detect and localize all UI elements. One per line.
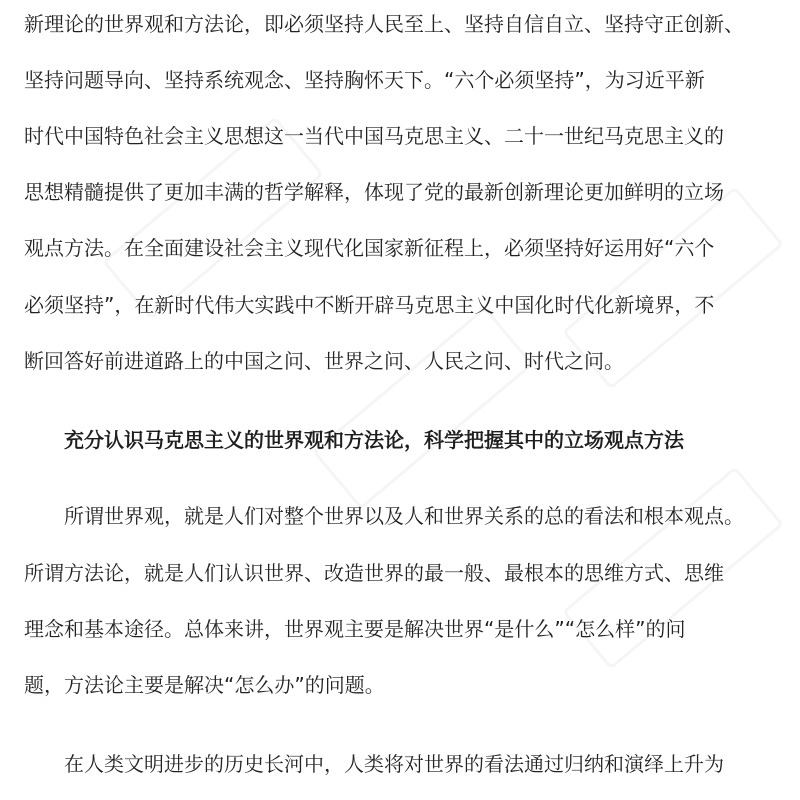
paragraph-1-line-2: 坚持问题导向、坚持系统观念、坚持胸怀天下。“六个必须坚持”，为习近平新 xyxy=(24,68,705,92)
paragraph-1-line-4: 思想精髓提供了更加丰满的哲学解释，体现了党的最新创新理论更加鲜明的立场 xyxy=(24,180,724,204)
paragraph-2-line-1: 所谓世界观，就是人们对整个世界以及人和世界关系的总的看法和根本观点。 xyxy=(64,504,744,528)
paragraph-1-line-6: 必须坚持”，在新时代伟大实践中不断开辟马克思主义中国化时代化新境界，不 xyxy=(24,293,715,317)
paragraph-1-line-7: 断回答好前进道路上的中国之问、世界之问、人民之问、时代之问。 xyxy=(24,349,624,373)
paragraph-2-line-4: 题，方法论主要是解决“怎么办”的问题。 xyxy=(24,673,385,697)
paragraph-2-line-3: 理念和基本途径。总体来讲，世界观主要是解决世界“是什么”“怎么样”的问 xyxy=(24,617,686,641)
paragraph-1-line-1: 新理论的世界观和方法论，即必须坚持人民至上、坚持自信自立、坚持守正创新、 xyxy=(24,12,744,36)
paragraph-1-line-5: 观点方法。在全面建设社会主义现代化国家新征程上，必须坚持好运用好“六个 xyxy=(24,236,715,260)
watermark xyxy=(312,306,534,509)
paragraph-3-line-1: 在人类文明进步的历史长河中，人类将对世界的看法通过归纳和演绎上升为 xyxy=(64,752,724,776)
paragraph-1-line-3: 时代中国特色社会主义思想这一当代中国马克思主义、二十一世纪马克思主义的 xyxy=(24,124,724,148)
section-heading: 充分认识马克思主义的世界观和方法论，科学把握其中的立场观点方法 xyxy=(64,428,684,452)
paragraph-2-line-2: 所谓方法论，就是人们认识世界、改造世界的最一般、最根本的思维方式、思维 xyxy=(24,561,724,585)
